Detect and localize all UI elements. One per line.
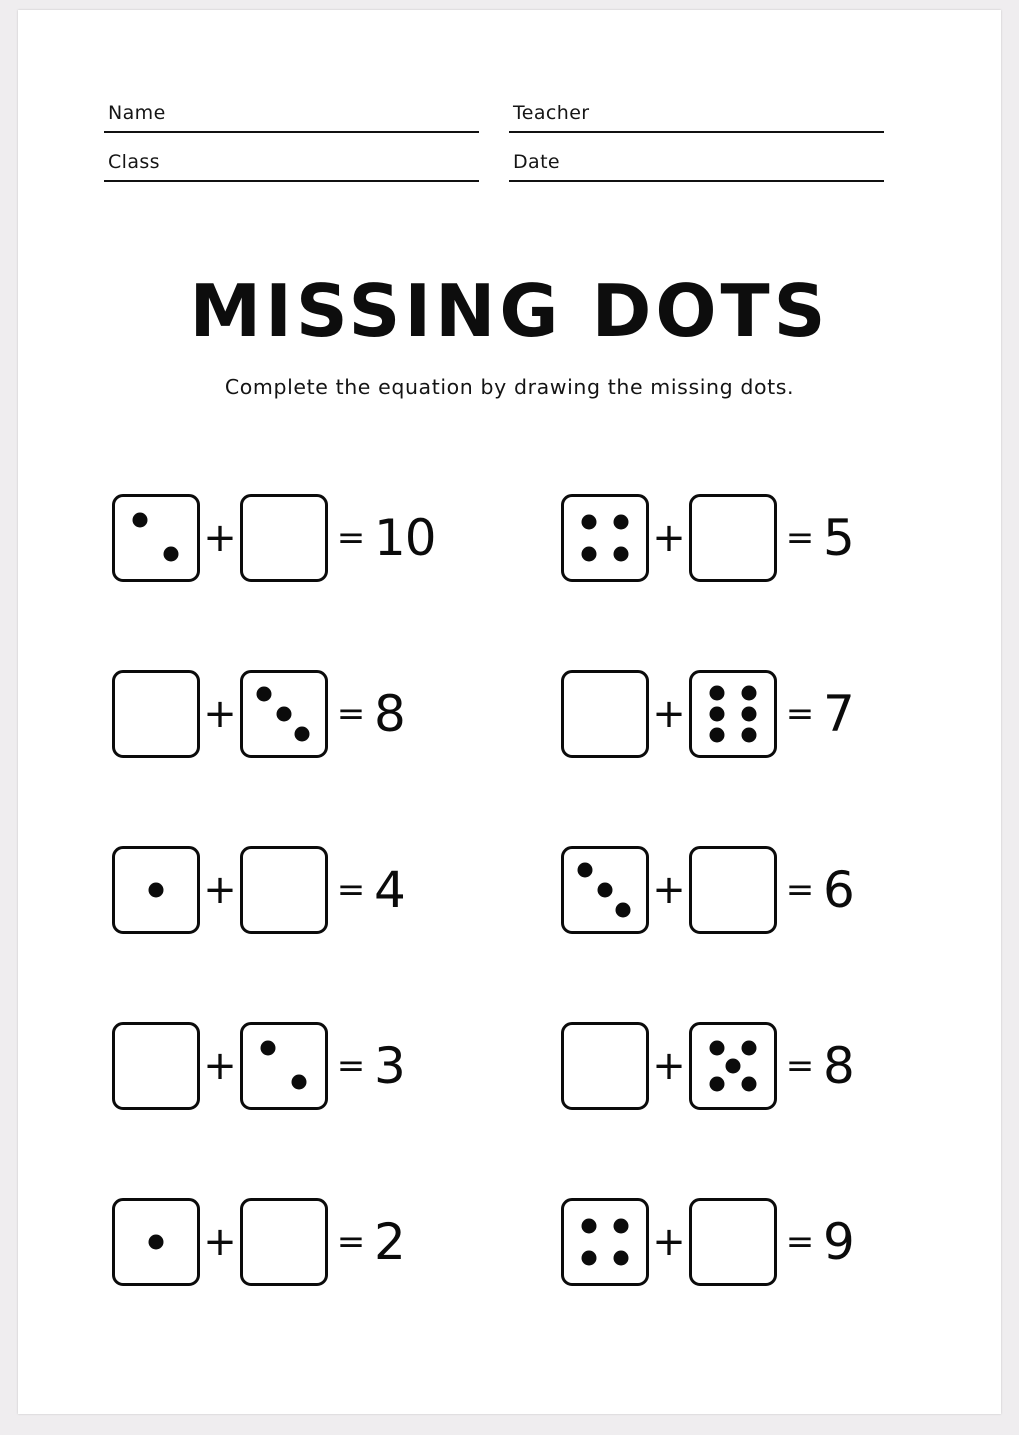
die-pip xyxy=(709,1040,724,1055)
die-pip xyxy=(742,685,757,700)
equation-row xyxy=(88,1154,513,1330)
die-blank-left[interactable] xyxy=(112,1022,200,1110)
die-pip xyxy=(709,685,724,700)
die-pip xyxy=(614,547,629,562)
page-title: MISSING DOTS xyxy=(189,269,830,353)
equals-symbol: = xyxy=(336,1222,366,1262)
die-pip xyxy=(614,1251,629,1266)
die-filled-right[interactable] xyxy=(689,1022,777,1110)
equation-sum: 6 xyxy=(823,861,854,919)
die-pip xyxy=(581,547,596,562)
plus-symbol: + xyxy=(652,691,686,737)
die-blank-right[interactable] xyxy=(689,846,777,934)
die-pip xyxy=(742,1040,757,1055)
equation-row xyxy=(513,978,938,1154)
die-blank-left[interactable] xyxy=(561,1022,649,1110)
die-pip xyxy=(616,902,631,917)
die-filled-right[interactable] xyxy=(240,1022,328,1110)
die-filled-right[interactable] xyxy=(240,670,328,758)
field-date xyxy=(509,151,914,182)
plus-symbol: + xyxy=(203,867,237,913)
equals-symbol: = xyxy=(785,1046,815,1086)
die-pip xyxy=(149,1235,164,1250)
equation-sum: 5 xyxy=(823,509,854,567)
die-filled-left[interactable] xyxy=(561,494,649,582)
die-blank-right[interactable] xyxy=(689,1198,777,1286)
plus-symbol: + xyxy=(203,691,237,737)
die-pip xyxy=(257,687,272,702)
field-label: Name xyxy=(108,102,166,124)
page-subtitle: Complete the equation by drawing the missing dots. xyxy=(224,375,795,399)
equation-sum: 9 xyxy=(823,1213,854,1271)
field-label: Class xyxy=(108,151,160,173)
die-pip xyxy=(581,1251,596,1266)
die-pip xyxy=(277,707,292,722)
die-pip xyxy=(742,707,757,722)
die-filled-left[interactable] xyxy=(112,494,200,582)
field-writing-line[interactable] xyxy=(509,180,884,182)
equals-symbol: = xyxy=(336,518,366,558)
die-filled-left[interactable] xyxy=(112,1198,200,1286)
equation-row xyxy=(513,626,938,802)
plus-symbol: + xyxy=(203,1219,237,1265)
die-pip xyxy=(581,1218,596,1233)
equation-row xyxy=(513,450,938,626)
die-blank-right[interactable] xyxy=(240,494,328,582)
die-pip xyxy=(149,883,164,898)
field-writing-line[interactable] xyxy=(509,131,884,133)
die-filled-left[interactable] xyxy=(561,1198,649,1286)
equation-row xyxy=(88,978,513,1154)
die-filled-left[interactable] xyxy=(112,846,200,934)
equation-row xyxy=(88,802,513,978)
equation-sum: 10 xyxy=(374,509,436,567)
die-blank-left[interactable] xyxy=(112,670,200,758)
equation-sum: 4 xyxy=(374,861,405,919)
die-blank-right[interactable] xyxy=(689,494,777,582)
die-pip xyxy=(709,1077,724,1092)
equation-sum: 7 xyxy=(823,685,854,743)
equation-row xyxy=(88,450,513,626)
die-pip xyxy=(578,863,593,878)
equation-row xyxy=(88,626,513,802)
worksheet-page xyxy=(18,10,1001,1414)
die-pip xyxy=(291,1075,306,1090)
equals-symbol: = xyxy=(785,518,815,558)
equals-symbol: = xyxy=(336,1046,366,1086)
plus-symbol: + xyxy=(652,1219,686,1265)
die-pip xyxy=(581,514,596,529)
plus-symbol: + xyxy=(203,1043,237,1089)
equation-sum: 8 xyxy=(823,1037,854,1095)
die-blank-right[interactable] xyxy=(240,1198,328,1286)
equation-row xyxy=(513,1154,938,1330)
plus-symbol: + xyxy=(652,1043,686,1089)
die-pip xyxy=(132,512,147,527)
plus-symbol: + xyxy=(203,515,237,561)
field-label: Date xyxy=(513,151,561,173)
field-teacher xyxy=(509,102,914,133)
die-pip xyxy=(614,514,629,529)
die-pip xyxy=(163,547,178,562)
die-blank-right[interactable] xyxy=(240,846,328,934)
field-writing-line[interactable] xyxy=(104,180,479,182)
die-pip xyxy=(709,728,724,743)
equals-symbol: = xyxy=(785,1222,815,1262)
equals-symbol: = xyxy=(785,694,815,734)
equals-symbol: = xyxy=(336,694,366,734)
die-pip xyxy=(742,728,757,743)
field-class xyxy=(104,151,509,182)
header-fields xyxy=(104,102,914,200)
die-pip xyxy=(614,1218,629,1233)
die-pip xyxy=(295,726,310,741)
equals-symbol: = xyxy=(785,870,815,910)
die-pip xyxy=(742,1077,757,1092)
die-blank-left[interactable] xyxy=(561,670,649,758)
die-pip xyxy=(709,707,724,722)
equation-sum: 3 xyxy=(374,1037,405,1095)
plus-symbol: + xyxy=(652,515,686,561)
equation-sum: 2 xyxy=(374,1213,405,1271)
plus-symbol: + xyxy=(652,867,686,913)
equals-symbol: = xyxy=(336,870,366,910)
die-pip xyxy=(260,1040,275,1055)
field-writing-line[interactable] xyxy=(104,131,479,133)
die-filled-left[interactable] xyxy=(561,846,649,934)
field-label: Teacher xyxy=(513,102,590,124)
field-name xyxy=(104,102,509,133)
die-filled-right[interactable] xyxy=(689,670,777,758)
equation-row xyxy=(513,802,938,978)
die-pip xyxy=(598,883,613,898)
die-pip xyxy=(726,1059,741,1074)
equations-grid xyxy=(88,450,938,1330)
equation-sum: 8 xyxy=(374,685,405,743)
